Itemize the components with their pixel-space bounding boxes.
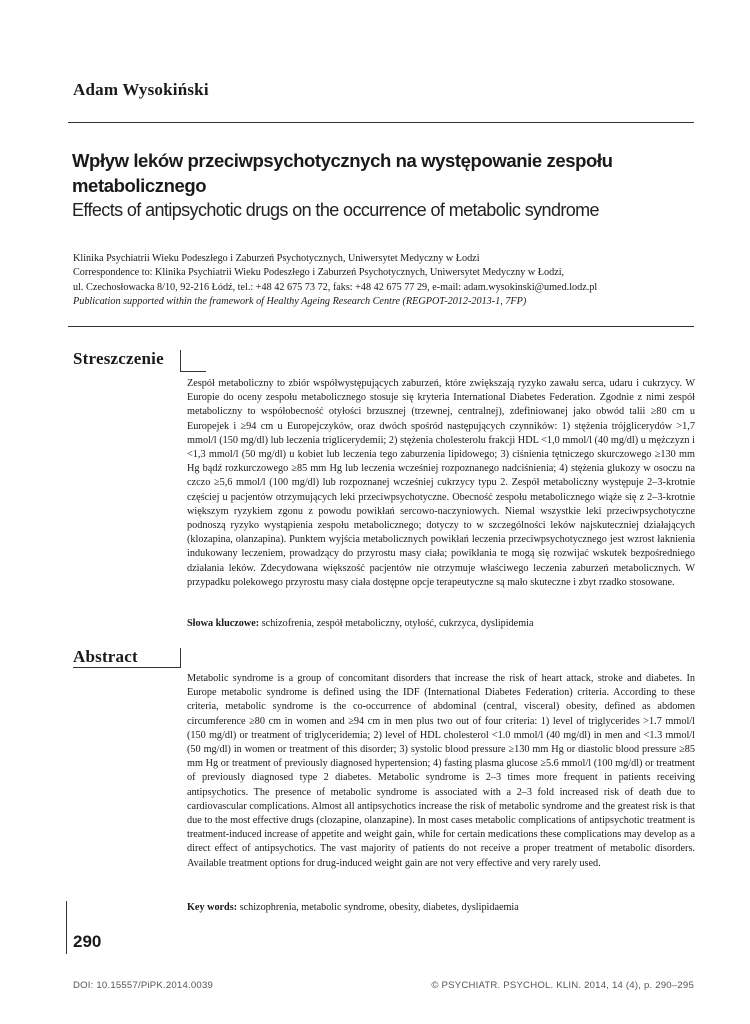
header-rule xyxy=(68,122,694,123)
page-number: 290 xyxy=(73,932,102,951)
abstract-underline xyxy=(73,667,180,668)
author-name: Adam Wysokiński xyxy=(73,80,209,99)
address-line: ul. Czechosłowacka 8/10, 92-216 Łódź, tel.: +48 42 675 73 72, faks: +48 42 675 77 29, e-mail: adam.wysokinski@umed.lodz.pl xyxy=(73,281,598,293)
affiliation-block xyxy=(73,252,698,309)
title-polish: Wpływ leków przeciwpsychotycznych na występowanie zespołu metabolicznego xyxy=(72,150,613,196)
streszczenie-divider-tick xyxy=(180,371,206,372)
footer-citation: © PSYCHIATR. PSYCHOL. KLIN. 2014, 14 (4), p. 290–295 xyxy=(431,980,694,991)
page-number-bar xyxy=(66,901,67,954)
keywords-label: Key words: xyxy=(187,902,238,913)
abstract-keywords xyxy=(187,902,519,913)
keywords-list: schizophrenia, metabolic syndrome, obesity, diabetes, dyslipidaemia xyxy=(237,902,519,913)
publication-note: Publication supported within the framework of Healthy Ageing Research Centre (REGPOT-2012-2013-1, 7FP) xyxy=(73,295,527,307)
abstract-body: Metabolic syndrome is a group of concomitant disorders that increase the risk of heart attack, stroke and diabetes. In Europe metabolic syndrome is defined using the IDF (International Diabetes Federation) criteria. According to these criteria, metabolic syndrome is the co-occurrence of abdominal (central, visceral) obesity, defined as abdomen circumference ≥80 cm in women and ≥94 cm in men plus two out of four criteria: 1) level of triglycerides >1.7 mmol/l (150 mg/dl) or treatment of triglyceridemia; 2) level of HDL cholesterol <1.0 mmol/l (40 mg/dl) in men and <1.3 mmol/l (50 mg/dl) in women or treatment of this disorder; 3) systolic blood pressure ≥130 mm Hg or diastolic blood pressure ≥85 mm Hg or treatment of previously diagnosed hypertension; 4) fasting plasma glucose ≥5.6 mmol/l (100 mg/dl) or treatment of previously diagnosed type 2 diabetes. Metabolic syndrome is 2–3 times more frequent in patients receiving antipsychotics. The presence of metabolic syndrome is associated with a 2–3 fold increased risk of death due to cardiovascular complications. Almost all antipsychotics increase the risk of metabolic syndrome and the greatest risk is that due to the most effective drugs (clozapine, olanzapine). In most cases metabolic complications of antipsychotic treatment is treatment-induced increase of appetite and weight gain, while for certain medications these complications may develop as a direct effect of antipsychotics. The vast majority of patients do not receive a proper treatment of metabolic disorders. Available treatment options for drug-induced weight gain are not very effective and very rarely used. xyxy=(187,673,695,869)
keywords-label: Słowa kluczowe: xyxy=(187,618,260,629)
footer-doi: DOI: 10.15557/PiPK.2014.0039 xyxy=(73,980,214,991)
abstract-divider xyxy=(180,648,181,668)
abstract-heading: Abstract xyxy=(73,647,138,666)
title-english: Effects of antipsychotic drugs on the occurrence of metabolic syndrome xyxy=(72,200,599,220)
streszczenie-heading: Streszczenie xyxy=(73,349,164,368)
streszczenie-body: Zespół metaboliczny to zbiór współwystępujących zaburzeń, które zwiększają ryzyko zawału serca, udaru i cukrzycy. W Europie do oceny zespołu metabolicznego stosuje się kryteria International Diabetes Federation. Zgodnie z nimi zespół metaboliczny to współobecność otyłości brzusznej (trzewnej, centralnej), zdefiniowanej jako obwód talii ≥80 cm u Europejek i ≥94 cm u Europejczyków, oraz dwóch spośród następujących czynników: 1) stężenia trójglicerydów >1,7 mmol/l (150 mg/dl) lub leczenia triglicerydemii; 2) stężenia cholesterolu frakcji HDL <1,0 mmol/l (40 mg/dl) u mężczyzn i <1,3 mmol/l (50 mg/dl) u kobiet lub leczenia tego zaburzenia lipidowego; 3) ciśnienia tętniczego skurczowego ≥130 mm Hg bądź rozkurczowego ≥85 mm Hg lub leczenia wcześniej rozpoznanego nadciśnienia; 4) stężenia glukozy w osoczu na czczo ≥5,6 mmol/l (100 mg/dl) lub rozpoznanej wcześniej cukrzycy typu 2. Zespół metaboliczny występuje 2–3-krotnie częściej u pacjentów otrzymujących leki przeciwpsychotyczne. Obecność zespołu metabolicznego wiąże się z 2–3-krotnie większym ryzykiem zgonu z powodu powikłań sercowo-naczyniowych. Niemal wszystkie leki przeciwpsychotyczne podnoszą ryzyko wystąpienia zespołu metabolicznego; dotyczy to w szczególności leków najskuteczniej działających (klozapina, olanzapina). Punktem wyjścia metabolicznych powikłań leczenia przeciwpsychotycznego jest wzrost łaknienia indukowany leczeniem, prowadzący do przyrostu masy ciała; powikłania te mogą się rozwijać wskutek bezpośredniego działania leków. Zdecydowana większość pacjentów nie otrzymuje właściwego leczenia zaburzeń metabolicznych. W przypadku polekowego przyrostu masy ciała dostępne opcje terapeutyczne są mało skuteczne i zbyt rzadko stosowane. xyxy=(187,378,695,588)
affiliation-rule xyxy=(68,326,694,327)
streszczenie-keywords xyxy=(187,618,533,629)
streszczenie-divider xyxy=(180,350,181,372)
correspondence-line: Correspondence to: Klinika Psychiatrii Wieku Podeszłego i Zaburzeń Psychotycznych, Uniwersytet Medyczny w Łodzi, xyxy=(73,267,565,279)
keywords-list: schizofrenia, zespół metaboliczny, otyłość, cukrzyca, dyslipidemia xyxy=(259,618,534,629)
affiliation-line: Klinika Psychiatrii Wieku Podeszłego i Zaburzeń Psychotycznych, Uniwersytet Medyczny w Łodzi xyxy=(73,253,480,264)
